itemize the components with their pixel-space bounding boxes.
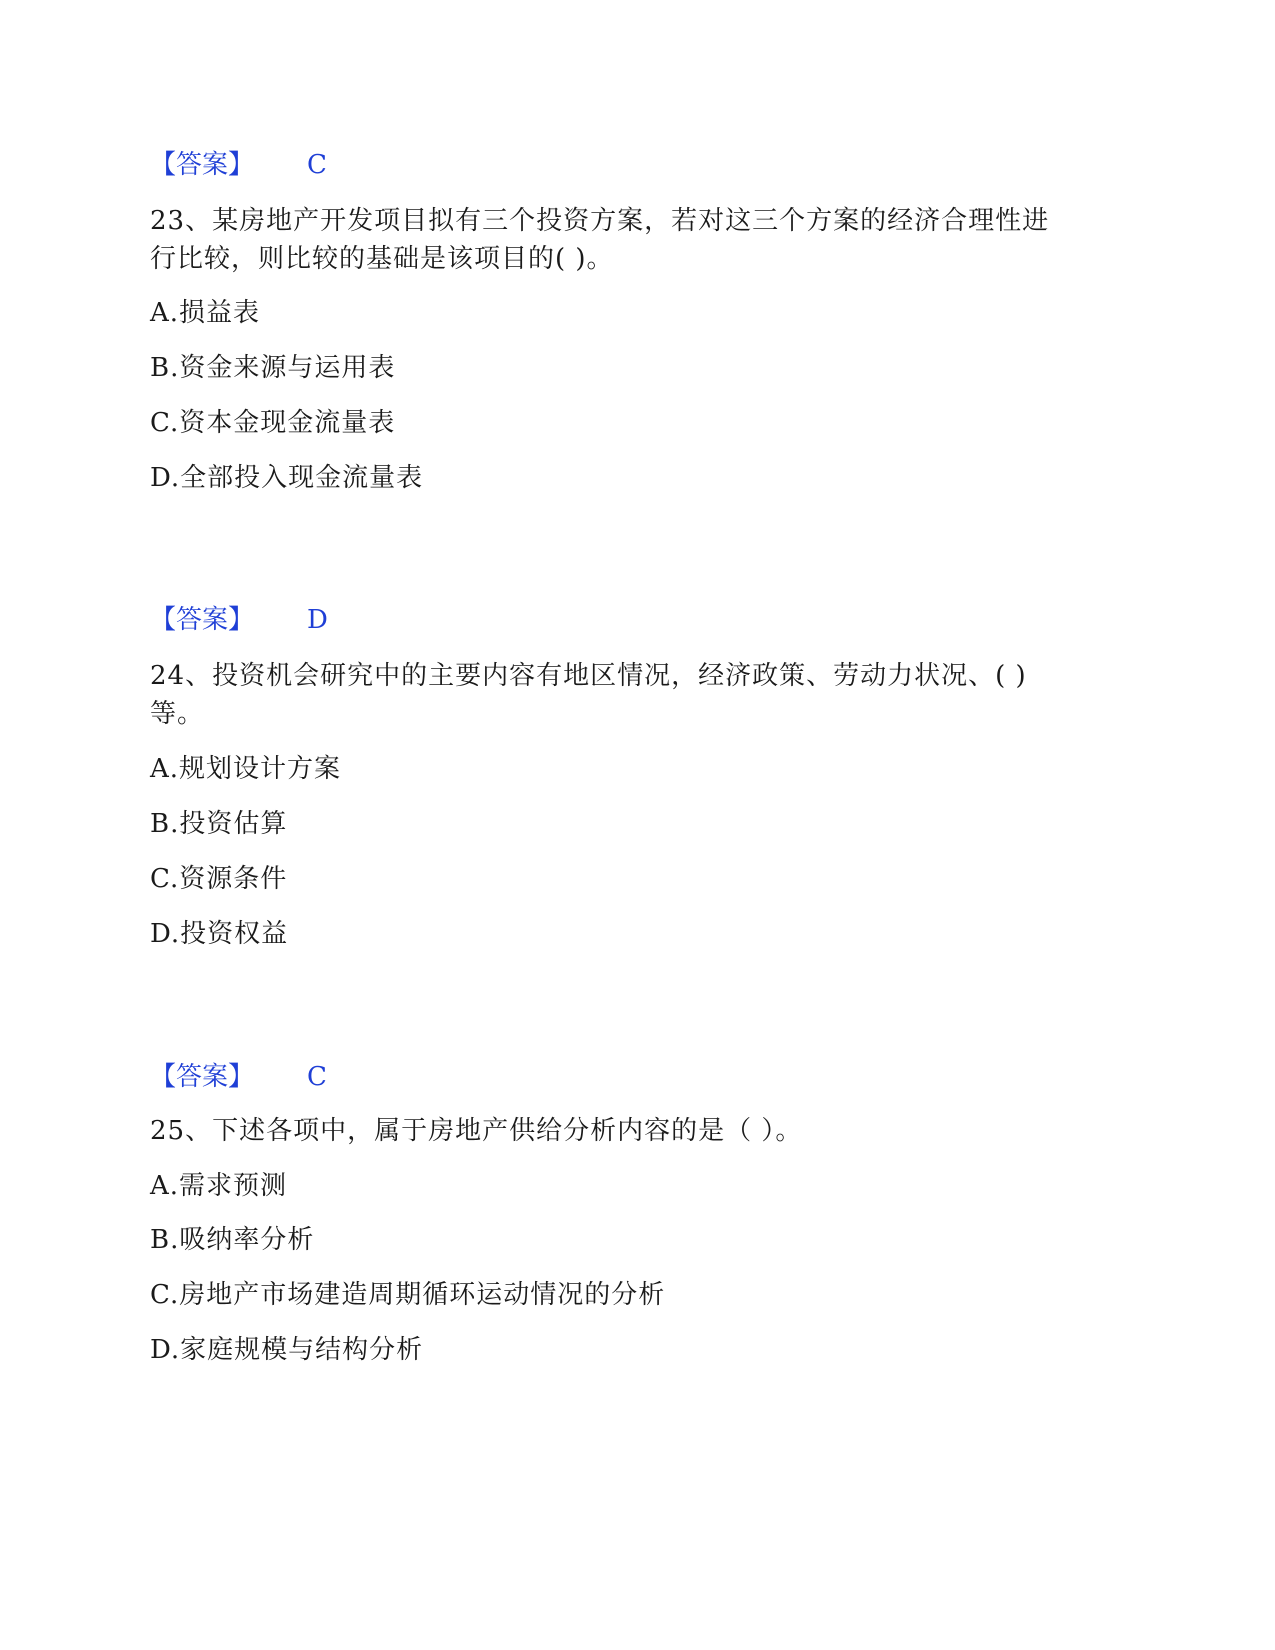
answer-label: 【答案】 <box>150 605 255 635</box>
option-c: C.房地产市场建造周期循环运动情况的分析 <box>150 1280 666 1310</box>
option-c: C.资源条件 <box>150 864 288 894</box>
answer-row <box>150 1059 550 1095</box>
option-b: B.投资估算 <box>150 809 288 839</box>
option-d: D.家庭规模与结构分析 <box>150 1335 424 1365</box>
question-text-line: 24、投资机会研究中的主要内容有地区情况，经济政策、劳动力状况、( ) <box>150 661 1027 691</box>
question-text-line: 25、下述各项中，属于房地产供给分析内容的是（ ）。 <box>150 1116 803 1146</box>
option-a: A.损益表 <box>150 298 261 328</box>
answer-label: 【答案】 <box>150 150 255 180</box>
answer-label: 【答案】 <box>150 1062 255 1092</box>
option-a: A.规划设计方案 <box>150 754 342 784</box>
option-c: C.资本金现金流量表 <box>150 408 396 438</box>
question-text-line: 23、某房地产开发项目拟有三个投资方案，若对这三个方案的经济合理性进 <box>150 206 1050 236</box>
answer-value: D <box>307 605 328 635</box>
option-b: B.资金来源与运用表 <box>150 353 396 383</box>
answer-value: C <box>307 1062 327 1092</box>
option-d: D.投资权益 <box>150 919 289 949</box>
option-d: D.全部投入现金流量表 <box>150 463 424 493</box>
option-b: B.吸纳率分析 <box>150 1225 315 1255</box>
question-text-line: 等。 <box>150 699 205 729</box>
question-text-line: 行比较，则比较的基础是该项目的( )。 <box>150 244 614 274</box>
answer-row <box>150 147 550 183</box>
answer-value: C <box>307 150 327 180</box>
answer-row <box>150 602 550 638</box>
option-a: A.需求预测 <box>150 1171 288 1201</box>
